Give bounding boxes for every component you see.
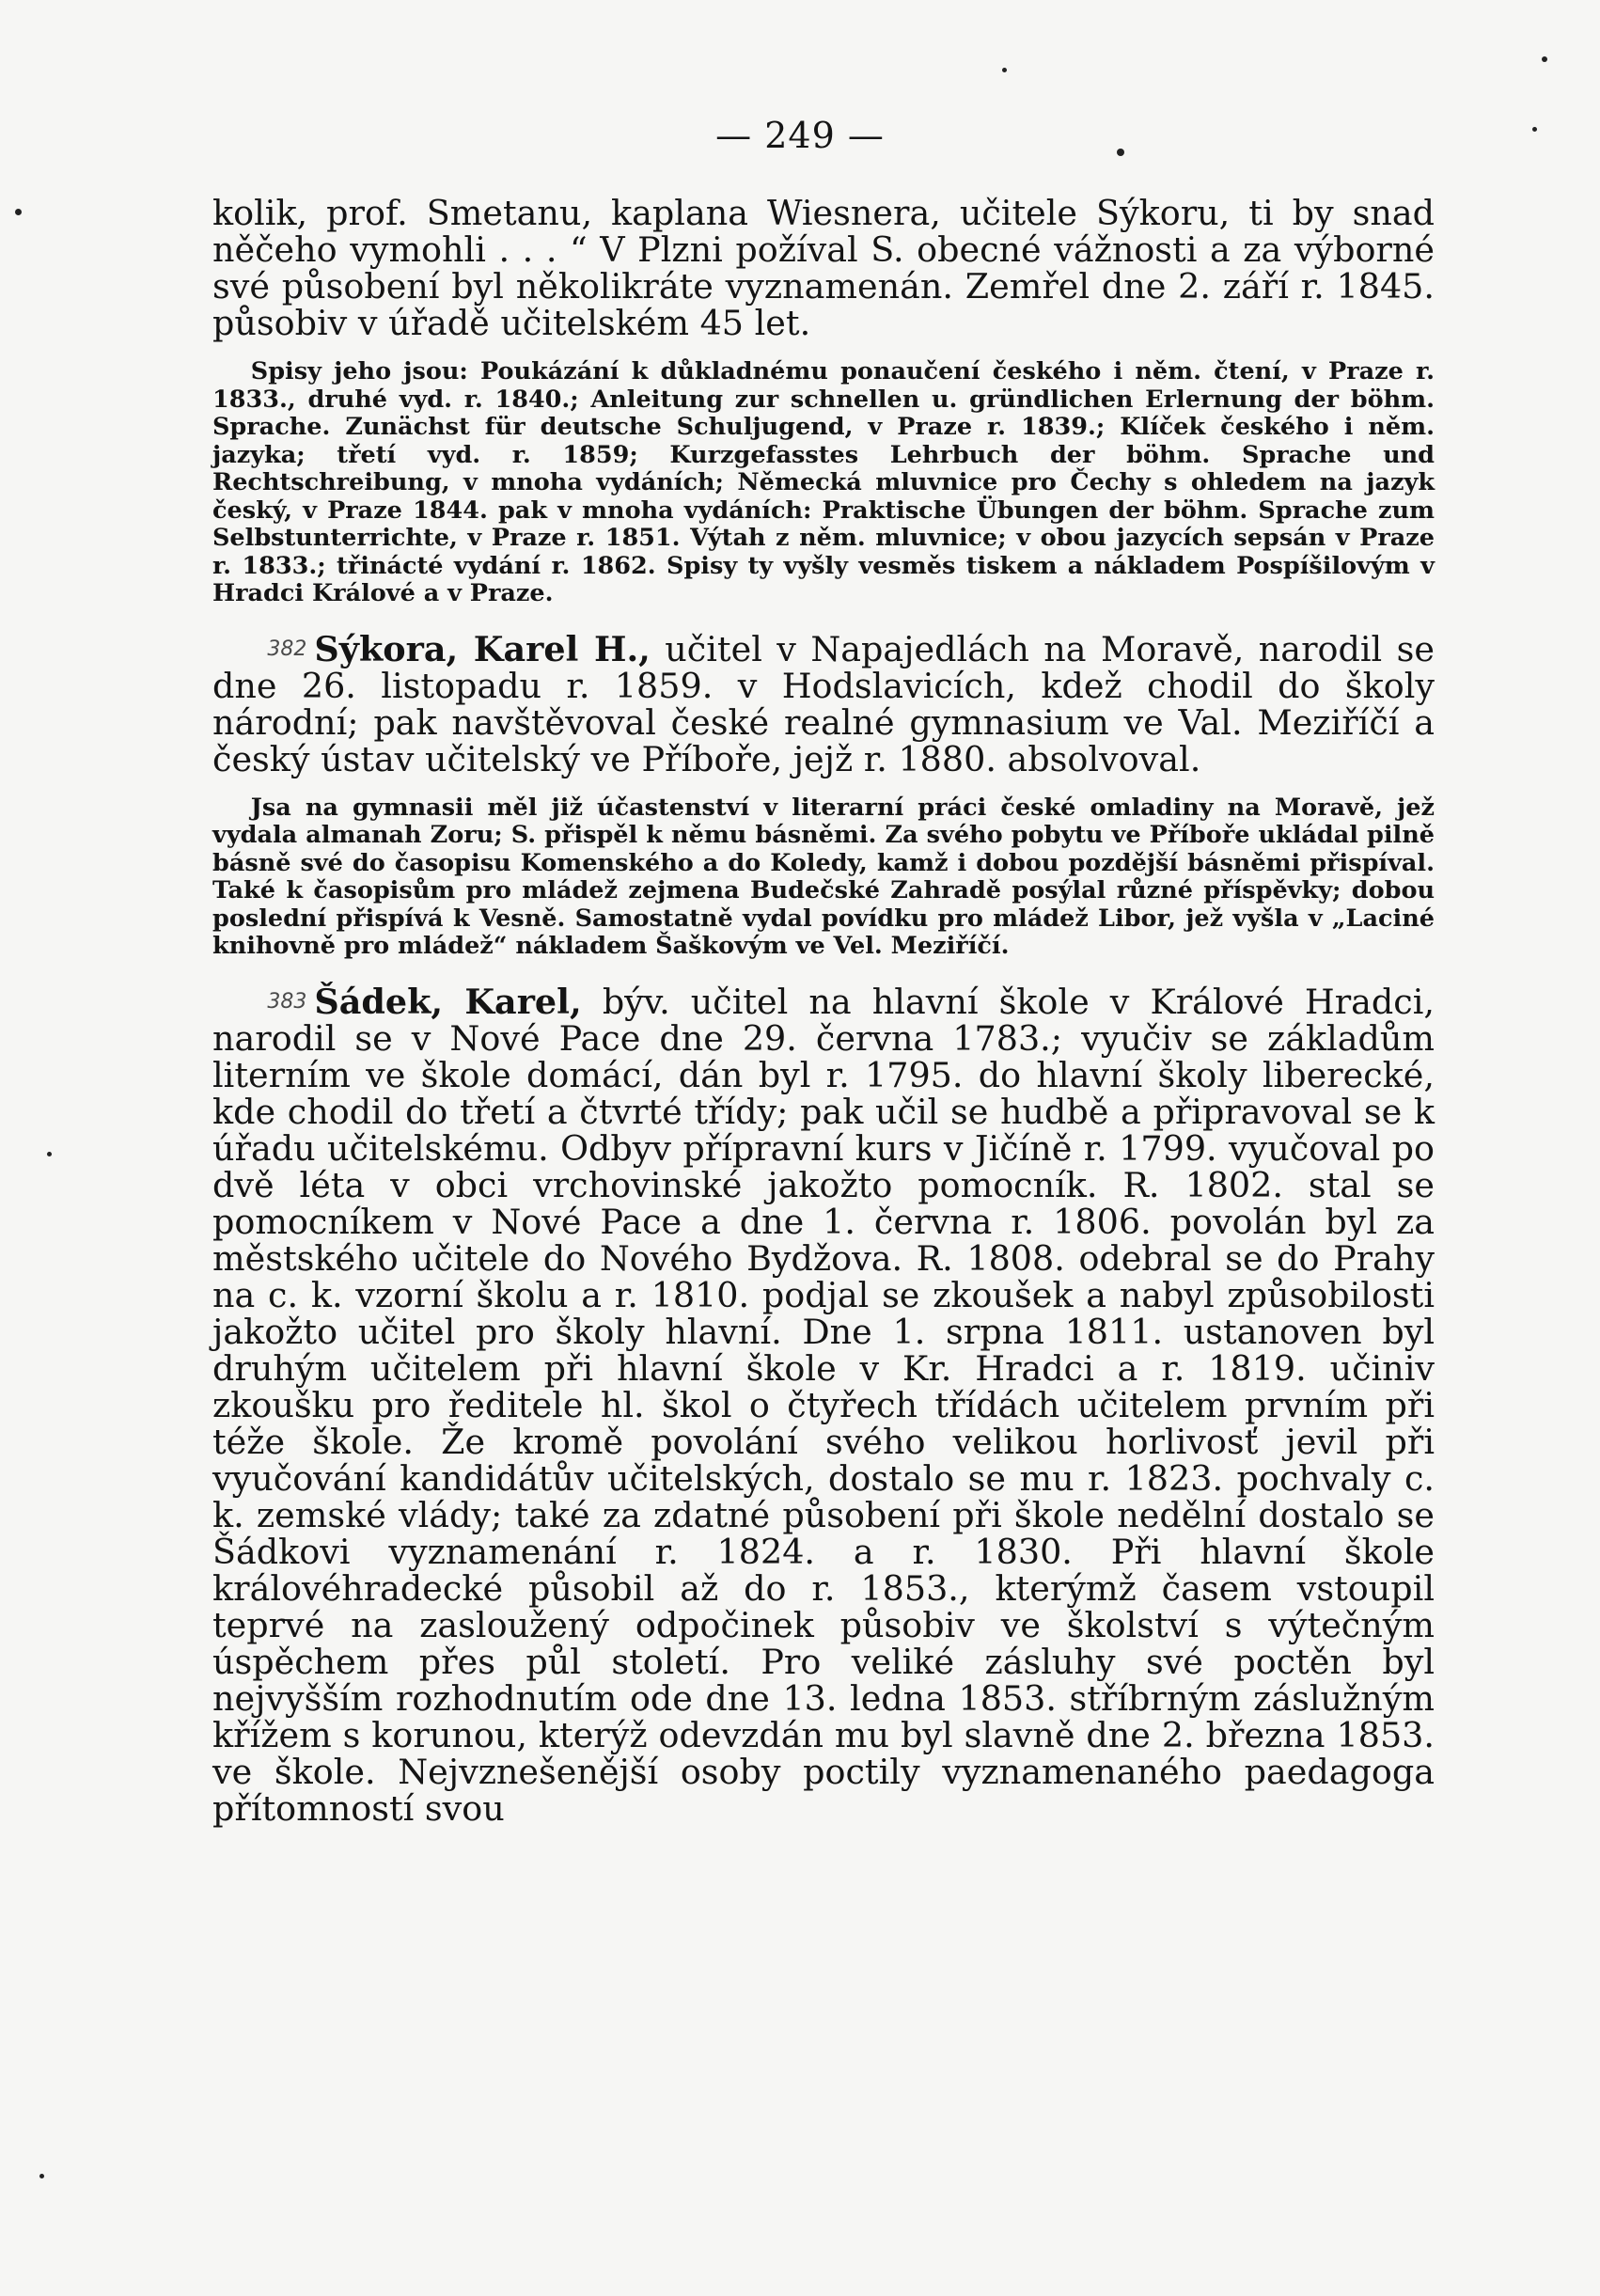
entry-number-note: 383 [267, 989, 307, 1014]
entry-number-note: 382 [267, 637, 307, 661]
scan-speck [15, 209, 22, 215]
scan-speck [39, 2174, 44, 2178]
entry-sykora [212, 628, 1435, 779]
scan-speck [1002, 68, 1007, 72]
spacer [212, 608, 1435, 631]
entry-sykora-note: Jsa na gymnasii měl již účastenství v literarní práci české omladiny na Moravě, jež vydala almanah Zoru; S. přispěl k němu básněmi. Za svého pobytu ve Příboře ukládal pilně básně své do časopisu Komenského a do Koledy, kamž i dobou pozdější básněmi přispíval. Také k časopisům pro mládež zejmena Budečské Zahradě posýlal různé příspěvky; dobou poslední přispívá k Vesně. Samostatně vydal povídku pro mládež Libor, jež vyšla v „Laciné knihovně pro mládež“ nákladem Šaškovým ve Vel. Meziříčí. [212, 793, 1435, 960]
entry-text: učitel v Napajedlách na Moravě, narodil se dne 26. listopadu r. 1859. v Hodslavicích, kdež chodil do školy národní; pak navštěvoval české realné gymnasium ve Val. Meziříčí a český ústav učitelský ve Příboře, jejž r. 1880. absolvoval. [212, 628, 1435, 779]
spacer [212, 341, 1435, 358]
entry-sadek [212, 983, 1435, 1827]
scan-speck [1542, 56, 1547, 62]
continuation-paragraph: kolik, prof. Smetanu, kaplana Wiesnera, učitele Sýkoru, ti by snad něčeho vymohli . . . “ V Plzni požíval S. obecné vážnosti a za výborné své působení byl několikráte vyznamenán. Zemřel dne 2. září r. 1845. působiv v úřadě učitelském 45 let. [212, 193, 1435, 343]
works-list-paragraph: Spisy jeho jsou: Poukázání k důkladnému ponaučení českého i něm. čtení, v Praze r. 1833., druhé vyd. r. 1840.; Anleitung zur schnellen u. gründlichen Erlernung der böhm. Sprache. Zunächst für deutsche Schuljugend, v Praze r. 1839.; Klíček českého i něm. jazyka; třetí vyd. r. 1859; Kurzgefasstes Lehrbuch der böhm. Sprache und Rechtschreibung, v mnoha vydáních; Německá mluvnice pro Čechy s ohledem na jazyk český, v Praze 1844. pak v mnoha vydáních: Praktische Übungen der böhm. Sprache zum Selbstunterrichte, v Praze r. 1851. Výtah z něm. mluvnice; v obou jazycích sepsán v Praze r. 1833.; třinácté vydání r. 1862. Spisy ty vyšly vesměs tiskem a nákladem Pospíšilovým v Hradci Králové a v Praze. [212, 357, 1435, 607]
spacer [212, 778, 1435, 794]
entry-text: býv. učitel na hlavní škole v Králové Hradci, narodil se v Nové Pace dne 29. června 1783.; vyučiv se základům literním ve škole domácí, dán byl r. 1795. do hlavní školy liberecké, kde chodil do třetí a čtvrté třídy; pak učil se hudbě a připravoval se k úřadu učitelskému. Odbyv přípravní kurs v Jičíně r. 1799. vyučoval po dvě léta v obci vrchovinské jakožto pomocník. R. 1802. stal se pomocníkem v Nové Pace a dne 1. června r. 1806. povolán byl za městského učitele do Nového Bydžova. R. 1808. odebral se do Prahy na c. k. vzorní školu a r. 1810. podjal se zkoušek a nabyl způsobilosti jakožto učitel pro školy hlavní. Dne 1. srpna 1811. ustanoven byl druhým učitelem při hlavní škole v Kr. Hradci a r. 1819. učiniv zkoušku pro ředitele hl. škol o čtyřech třídách učitelem prvním při téže škole. Že kromě povolání svého velikou horlivosť jevil při vyučování kandidátův učitelských, dostalo se mu r. 1823. pochvaly c. k. zemské vlády; také za zdatné působení při škole nedělní dostalo se Šádkovi vyznamenání r. 1824. a r. 1830. Při hlavní škole královéhradecké působil až do r. 1853., kterýmž časem vstoupil teprvé na zasloužený odpočinek působiv ve školství s výtečným úspěchem přes půl století. Pro veliké zásluhy své poctěn byl nejvyšším rozhodnutím ode dne 13. ledna 1853. stříbrným záslužným křížem s korunou, kterýž odevzdán mu byl slavně dne 2. března 1853. ve škole. Nejvznešenější osoby poctily vyznamenaného paedagoga přítomností svou [212, 981, 1435, 1829]
scan-speck [47, 1152, 52, 1156]
page-number: — 249 — [715, 115, 885, 156]
spacer [212, 961, 1435, 983]
page-body [212, 195, 1435, 1827]
entry-heading-name: Šádek, Karel, [314, 981, 582, 1022]
entry-heading-name: Sýkora, Karel H., [314, 628, 651, 669]
